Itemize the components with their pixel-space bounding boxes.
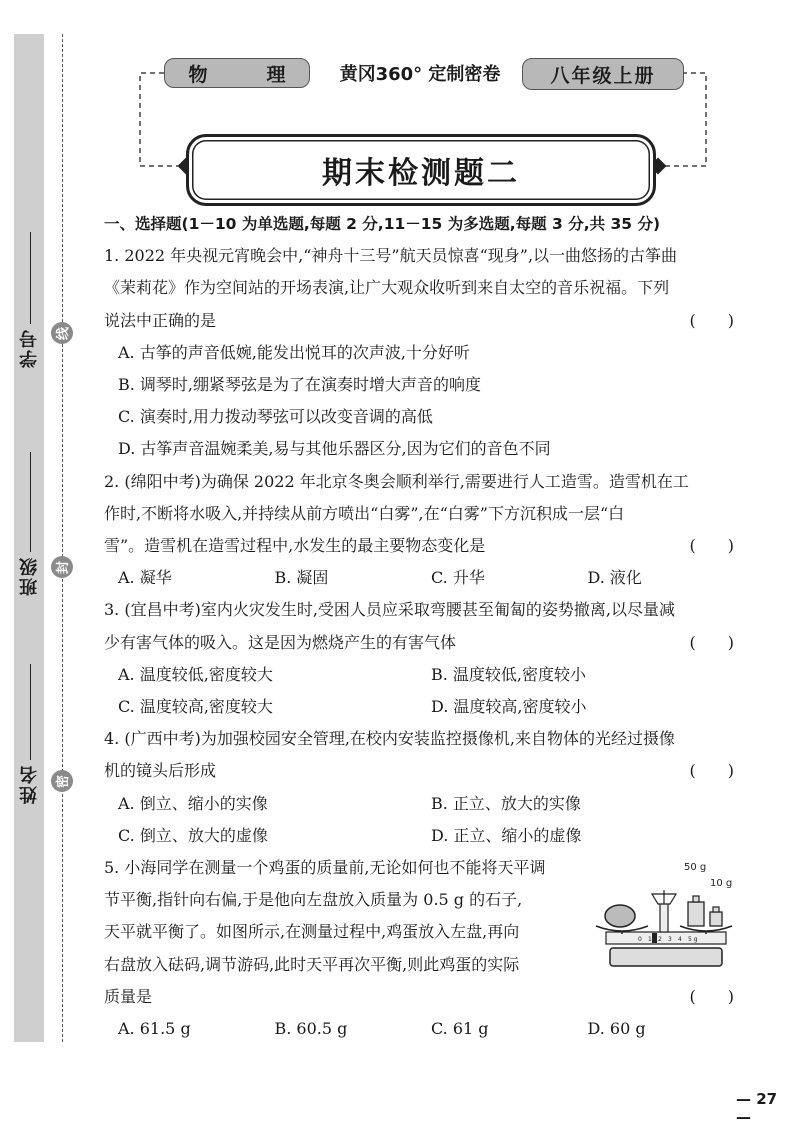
series-title: 黄冈360° 定制密卷: [339, 64, 501, 85]
answer-blank: ( ): [689, 310, 734, 330]
class-underline: [30, 452, 31, 552]
weight-50g: [688, 902, 704, 926]
question-line: 天平就平衡了。如图所示,在测量过程中,鸡蛋放入左盘,再向: [104, 922, 520, 942]
option-b: B. 凝固: [274, 568, 329, 588]
rider: [652, 933, 657, 943]
question-3: [104, 594, 744, 723]
option-b: B. 调琴时,绷紧琴弦是为了在演奏时增大声音的响度: [118, 375, 482, 395]
option-a: A. 温度较低,密度较大: [118, 664, 273, 684]
option-c: C. 61 g: [431, 1019, 489, 1039]
scale-tick: 3: [668, 936, 672, 944]
student-id-label: 学号: [19, 328, 40, 368]
option-d: D. 正立、缩小的虚像: [431, 825, 582, 845]
question-line: 作时,不断将水吸入,并持续从前方喷出“白雾”,在“白雾”下方沉积成一层“白: [104, 503, 625, 523]
question-2: [104, 466, 744, 595]
question-line: 说法中正确的是: [104, 310, 217, 330]
option-b: B. 60.5 g: [274, 1019, 348, 1039]
balance-beam: [606, 932, 726, 944]
option-c: C. 温度较高,密度较大: [118, 697, 273, 717]
seal-seal-text: 封: [56, 560, 72, 574]
balance-base: [610, 948, 722, 966]
student-id-field: [10, 232, 50, 368]
option-a: A. 61.5 g: [118, 1019, 191, 1039]
seal-seal: [51, 556, 73, 578]
options-grid: [104, 788, 744, 852]
grade-pill: 八年级上册: [522, 58, 684, 90]
option-d: D. 60 g: [587, 1019, 646, 1039]
question-1: [104, 240, 744, 465]
scale-tick: 1: [648, 936, 652, 944]
question-5: [104, 852, 744, 1045]
scale-tick: 4: [678, 936, 682, 944]
options-row: [104, 1013, 744, 1045]
subject-pill: 物 理: [164, 58, 310, 88]
weight-label-10g: 10 g: [710, 878, 733, 890]
option-c: C. 倒立、放大的虚像: [118, 825, 268, 845]
student-id-underline: [30, 232, 31, 324]
options-grid: [104, 659, 744, 723]
answer-blank: ( ): [689, 536, 734, 556]
question-line: 《茉莉花》作为空间站的开场表演,让广大观众收听到来自太空的音乐祝福。下列: [104, 278, 670, 298]
section-heading: 一、选择题(1－10 为单选题,每题 2 分,11－15 为多选题,每题 3 分,共 35 分): [104, 215, 661, 233]
option-b: B. 温度较低,密度较小: [431, 664, 587, 684]
page-title: 期末检测题二: [186, 134, 656, 206]
option-c: C. 演奏时,用力拨动琴弦可以改变音调的高低: [118, 407, 433, 427]
seal-secret-text: 密: [56, 774, 72, 788]
question-content: [104, 208, 744, 1045]
name-label: 姓名: [19, 764, 40, 804]
class-field: [10, 452, 50, 596]
scale-tick: 0: [638, 936, 642, 944]
weight-10g-knob: [713, 907, 719, 912]
balance-column: [660, 900, 668, 932]
scale-tick: 2: [658, 936, 662, 944]
answer-blank: ( ): [689, 986, 734, 1006]
answer-blank: ( ): [689, 761, 734, 781]
option-c: C. 升华: [431, 568, 485, 588]
name-underline: [30, 664, 31, 760]
option-a: A. 凝华: [118, 568, 172, 588]
scale-tick: 5 g: [688, 936, 698, 944]
question-line: 1. 2022 年央视元宵晚会中,“神舟十三号”航天员惊喜“现身”,以一曲悠扬的古筝曲: [104, 246, 678, 266]
seal-line: [51, 322, 73, 344]
weight-50g-knob: [693, 896, 699, 902]
seal-line-text: 线: [56, 326, 72, 340]
question-line: 雪”。造雪机在造雪过程中,水发生的最主要物态变化是: [104, 536, 486, 556]
right-pan: [680, 926, 732, 931]
question-line: 2. (绵阳中考)为确保 2022 年北京冬奥会顺利举行,需要进行人工造雪。造雪机在工: [104, 471, 689, 491]
question-line: 少有害气体的吸入。这是因为燃烧产生的有害气体: [104, 632, 457, 652]
question-line: 节平衡,指针向右偏,于是他向左盘放入质量为 0.5 g 的石子,: [104, 890, 523, 910]
option-d: D. 古筝声音温婉柔美,易与其他乐器区分,因为它们的音色不同: [118, 439, 551, 459]
weight-10g: [710, 912, 722, 926]
question-line: 4. (广西中考)为加强校园安全管理,在校内安装监控摄像机,来自物体的光经过摄像: [104, 729, 676, 749]
name-field: [10, 664, 50, 804]
question-line: 机的镜头后形成: [104, 761, 217, 781]
option-d: D. 液化: [587, 568, 642, 588]
option-a: A. 古筝的声音低婉,能发出悦耳的次声波,十分好听: [118, 342, 470, 362]
option-a: A. 倒立、缩小的实像: [118, 793, 268, 813]
question-line: 质量是: [104, 986, 153, 1006]
option-b: B. 正立、放大的实像: [431, 793, 581, 813]
class-label: 班级: [19, 556, 40, 596]
egg: [605, 905, 635, 927]
seal-secret: [51, 770, 73, 792]
question-line: 5. 小海同学在测量一个鸡蛋的质量前,无论如何也不能将天平调: [104, 858, 546, 878]
options-row: [104, 562, 744, 594]
option-d: D. 温度较高,密度较小: [431, 697, 587, 717]
page-number: — 27 —: [736, 1090, 778, 1126]
weight-label-50g: 50 g: [684, 862, 707, 874]
question-4: [104, 723, 744, 852]
balance-figure: [592, 854, 740, 978]
question-line: 右盘放入砝码,调节游码,此时天平再次平衡,则此鸡蛋的实际: [104, 954, 520, 974]
question-line: 3. (宜昌中考)室内火灾发生时,受困人员应采取弯腰甚至匍匐的姿势撤离,以尽量减: [104, 600, 676, 620]
answer-blank: ( ): [689, 632, 734, 652]
